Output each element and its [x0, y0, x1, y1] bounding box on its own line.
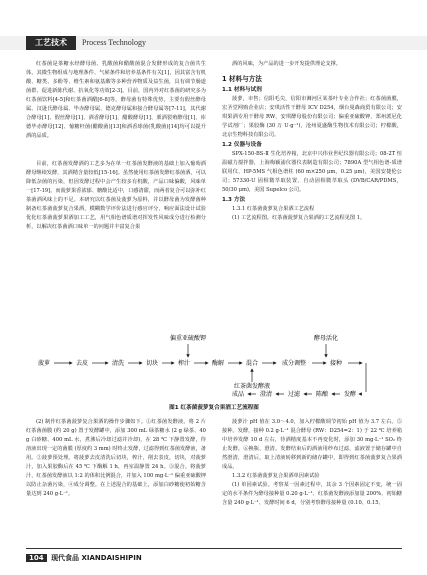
right-column-steps [222, 418, 402, 508]
methods-text-1: 酒的风味，为产品的进一步开发提供理论支撑。 [232, 61, 341, 67]
flow-step-ferment: 发酵 [343, 391, 357, 398]
flow-step-enzyme: 酶解 [211, 360, 225, 367]
subsection-heading: 1.2 仪器与设备 [222, 142, 262, 148]
figure-caption: 图1 红茶菌菠萝复合果酒工艺流程图 [169, 405, 259, 411]
section-tag: 工艺技术 [26, 36, 76, 50]
flow-step-wash: 清洗 [111, 360, 125, 367]
process-flow-diagram [26, 330, 402, 402]
flow-step-age: 陈酿 [315, 391, 329, 398]
flow-step-product: 成品 [231, 391, 245, 398]
journal-pinyin: XIANDAISHIPIN [81, 554, 142, 562]
page-footer [26, 552, 142, 564]
steps-paragraph: (2) 制作红茶菌菠萝复合果酒的操作步骤如下。①红茶菌发酵液。将 2 片红茶菌菌膜 (约 20 g) 置于发酵罐中，添加 300 mL 绿茶糖水 (2 g 绿茶、40 g 白砂糖、400 mL 水，煮沸后冷却过滤并冷却)，在 28 ℃ 下静置发酵，待溶液出现一定的菌膜 (厚度约 3 mm) 时终止发酵，过滤得到红茶菌发酵液，备用。②菠萝预处理。将菠萝去皮清洗后切块，榨汁，削去表皮，切块，对菠萝汁，加入果胶酶后在 45 ℃ 下酶解 1 h，再室温静置 24 h。③混合。将菠萝汁、红茶菌发酵液以 1:2 的体积比例混合，并加入 100 mg·L⁻¹ 偏重亚硫酸钾以防止杂菌污染，④成分调整。在上述混合的基础上，添加白砂糖使初始糖含量达到 240 g·L⁻¹。 [26, 419, 206, 497]
footer-rule [26, 548, 402, 549]
flow-step-juice: 榨汁 [177, 360, 191, 367]
steps-paragraph-continued: 菠萝汁 pH 值在 3.0～4.0，加入柠檬酸调节初始 pH 值为 3.7 左右。⑤接种。发酵，接种 0.2 g·L⁻¹ 混合酵母 (RW：D254=2：1) 于 22 ℃ 培养箱中培养发酵 10 d 左右，待酒精度基本不再变化时，添加 30 mg·L⁻¹ SO₂ 终止发酵。⑥换瓶、澄清。发酵结束后的酒液用纱布过滤，滤液置于储存罐中自然澄清，澄清后，取上清液转移到新的储存罐中，即得到红茶菌菠萝复合果酒成品。 [222, 419, 402, 470]
left-column-continued [26, 160, 206, 232]
subsection-heading: 1.1 材料与试剂 [222, 87, 262, 93]
single-factor-text: (1) 单因素试验。考察某一因素过程中，其余 3 个因素固定不变，统一固定的水平条件为酵母接种量 0.20 g·L⁻¹、红茶菌发酵液添加量 200%、初始糖含量 240 g·L⁻¹、发酵时间 6 d，分别考察酵母接种量 (0.10、0.15、 [222, 482, 402, 506]
label-yeast-activation: 酵母活化 [313, 335, 339, 342]
label-kombucha-liquid: 红茶菌发酵液 [233, 383, 271, 390]
subsection-heading: 1.3 方法 [222, 197, 246, 203]
right-column-methods [222, 60, 402, 223]
intro-paragraph: 红茶菌是茶糖水经酵母菌、乳酸菌和醋酸菌混合发酵形成的复合菌共生体，其微生物组成与地理条件、气候条件和培养基条件有关[1]，因其富含有机酸、糖类、多酚等、维生素和氨基酸等多种营养物质及益生菌，具有调节肠道菌群、促进新陈代谢、抗氧化等功效[2-3]。目前，国内外对红茶菌的研究多为红茶菌饮料[4-5]和红茶菌酒醋[6-8]等。酵母菌有特殊优势，主要有假丝酵母属、汉逊氏酵母属、毕赤酵母属、德克酵母属和接合酵母属等[7-11]，其代谢合酵母[1]、假丝酵母[1]、酒香酵母[1]、醋酸酵母[1]、栗酒裂殖酵母[1]、库德毕赤酵母[12]、葡糖杆菌(醋酸菌)[13]和酒香球菌(乳酸菌)[14]均可以提升酒的品质。 [26, 61, 206, 139]
flow-step-cut: 切块 [145, 360, 159, 367]
method-subheading: 1.3.1 红茶菌菠萝复合果酒工艺流程 [232, 206, 315, 212]
journal-name: 现代食品 [51, 554, 80, 562]
flow-step-peel: 去皮 [75, 360, 89, 367]
method-text: (1) 工艺流程图。红茶菌菠萝复合果酒的工艺流程见图 1。 [232, 215, 366, 221]
left-column-intro [26, 60, 206, 141]
flow-step-adjust: 成分调整 [281, 360, 307, 367]
materials-text: 菠萝，市售；信阳毛尖，信阳市浉河区某茶叶专业合作社；红茶菌菌膜，宏圣堂网购企业店；安琪活性干酵母 ICV D254，烟台曼森商贸有限公司；安琪果酒专用干酵母 RW，安琪酵母股份有限公司；偏重亚硫酸钾，郑州派尼化学试剂厂；果胶酶 (30 万 U·g⁻¹)，沧州夏盛酶生物技术有限公司；柠檬酸，北京生物科技有限公司。 [222, 96, 402, 138]
flow-step-mix: 混合 [245, 360, 259, 367]
flow-arrows [54, 363, 366, 392]
single-factor-heading: 1.3.2 红茶菌菠萝复合果酒单因素试验 [232, 473, 320, 479]
section-subtitle: Process Technology [82, 38, 146, 47]
flow-step-filter: 过滤 [287, 391, 301, 398]
intro-paragraph-2: 目前，红茶菌发酵酒的工艺多为在单一红茶菌发酵液的基础上加入葡萄酒酵母继续发酵，其酒精含量较低[15-16]。虽然使用红茶菌发酵红茶菌酒，可以降低杂菌的污染，但因发酵过程中会产生较多有机酸，产品口味偏酸，风味单一[17-19]。而菠萝果香浓郁、糖酸比适中，口感清甜，而两者复合可以弥补红茶菌酒风味上的不足。本研究以红茶菌及菠萝为原料，并以酵母菌为发酵菌种制备红茶菌菠萝复合果酒，模糊数学评价法进行感官评分，响应面法设计试验优化红茶菌菠萝果酒加工工艺，用气相色谱质谱对挥发性风味成分进行检测分析，以解决红茶菌酒口味单一的问题并丰富复合果 [26, 161, 206, 230]
flow-step-inoculate: 接种 [329, 360, 343, 367]
flow-step-pineapple: 菠萝 [37, 360, 51, 367]
equipment-text: SPX-150-BS-Ⅱ 生化培养箱，北京中兴伟业世纪仪器有限公司；08-2T 恒温磁力搅拌器，上海梅颖浦仪器仪表制造有限公司；7890A 型气相色谱-质谱联用仪、HP-5MS 气相色谱柱 (60 m×250 μm，0.25 μm)，美国安捷伦公司；57330-U 固相微萃取装置、自动固相微萃取头 (DVB/CAR/PDMS，50/30 μm)，美国 Supelco 公司。 [222, 151, 402, 193]
label-sulfite: 偏重亚硫酸钾 [169, 335, 207, 342]
flow-step-clarify: 澄清 [259, 391, 273, 398]
left-column-steps [26, 418, 206, 499]
section-heading: 1 材料与方法 [222, 75, 262, 83]
page-number: 104 [26, 554, 47, 562]
